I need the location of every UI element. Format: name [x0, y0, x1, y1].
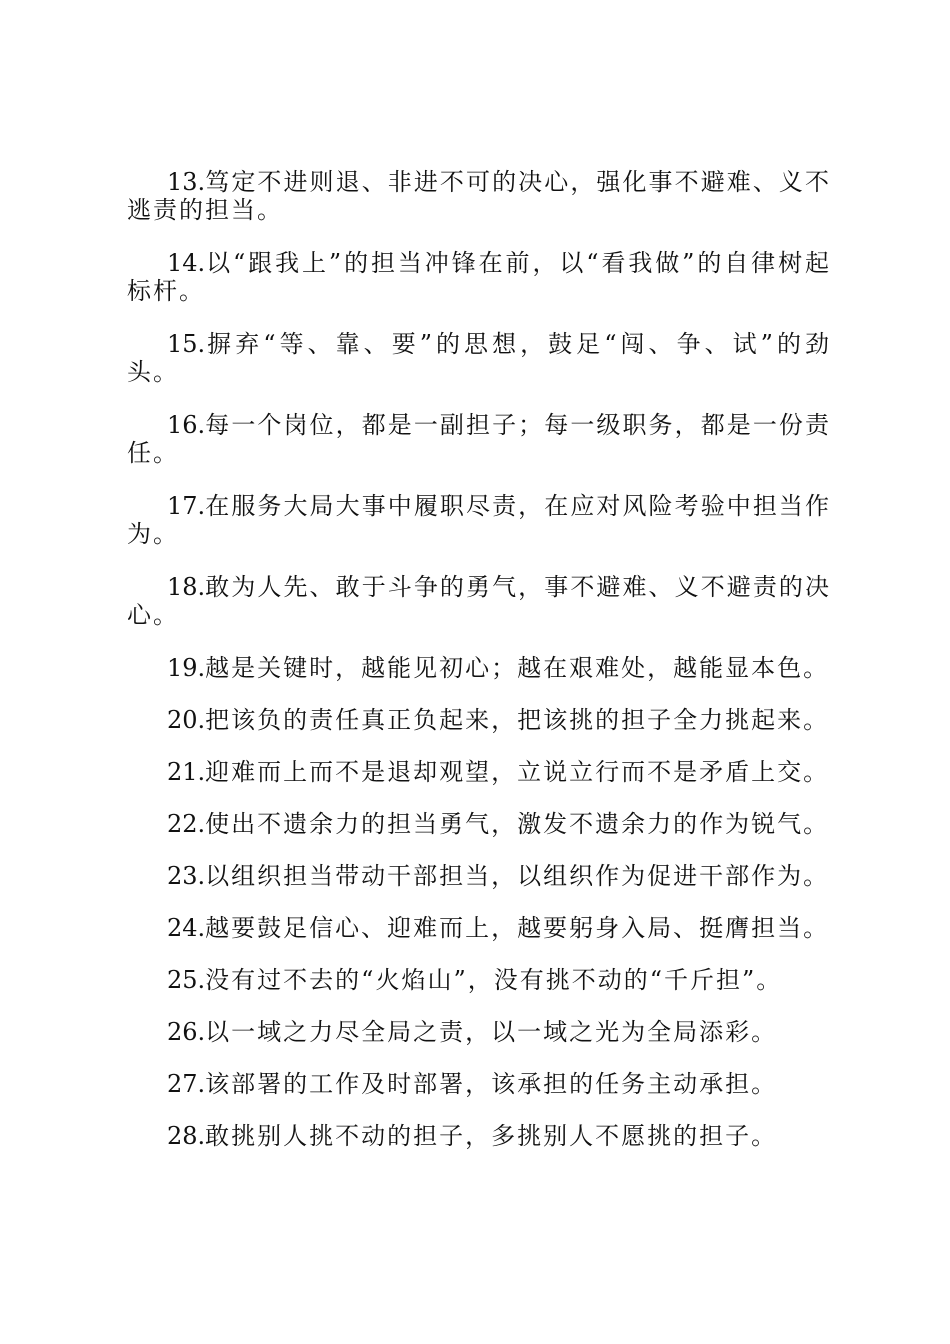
item-number: 19.	[167, 654, 206, 682]
item-text: 使出不遗余力的担当勇气，激发不遗余力的作为锐气。	[205, 810, 830, 838]
item-text: 笃定不进则退、非进不可的决心，强化事不避难、义不逃责的担当。	[127, 168, 831, 224]
item-text: 越是关键时，越能见初心；越在艰难处，越能显本色。	[205, 654, 830, 682]
list-item	[127, 411, 831, 467]
item-number: 21.	[167, 758, 206, 786]
item-text: 敢挑别人挑不动的担子，多挑别人不愿挑的担子。	[205, 1122, 778, 1150]
list-item	[127, 330, 831, 386]
list-item	[127, 862, 831, 914]
item-text: 每一个岗位，都是一副担子；每一级职务，都是一份责任。	[127, 411, 831, 467]
item-text: 摒弃“等、靠、要”的思想，鼓足“闯、争、试”的劲头。	[127, 330, 831, 386]
document-body	[127, 168, 831, 1174]
list-item	[127, 654, 831, 706]
list-item	[127, 1122, 831, 1174]
item-text: 在服务大局大事中履职尽责，在应对风险考验中担当作为。	[127, 492, 831, 548]
item-number: 27.	[167, 1070, 206, 1098]
list-item	[127, 573, 831, 629]
item-number: 13.	[167, 168, 206, 196]
item-text: 以“跟我上”的担当冲锋在前，以“看我做”的自律树起标杆。	[127, 249, 831, 305]
item-number: 15.	[167, 330, 206, 358]
item-text: 把该负的责任真正负起来，把该挑的担子全力挑起来。	[205, 706, 830, 734]
item-number: 18.	[167, 573, 206, 601]
item-number: 25.	[167, 966, 206, 994]
item-number: 22.	[167, 810, 206, 838]
list-item	[127, 810, 831, 862]
list-item	[127, 168, 831, 224]
list-item	[127, 249, 831, 305]
item-text: 迎难而上而不是退却观望，立说立行而不是矛盾上交。	[205, 758, 830, 786]
list-item	[127, 492, 831, 548]
item-text: 以组织担当带动干部担当，以组织作为促进干部作为。	[205, 862, 830, 890]
item-number: 14.	[167, 249, 206, 277]
list-item	[127, 1018, 831, 1070]
list-item	[127, 966, 831, 1018]
list-item	[127, 1070, 831, 1122]
item-text: 越要鼓足信心、迎难而上，越要躬身入局、挺膺担当。	[205, 914, 830, 942]
item-text: 没有过不去的“火焰山”，没有挑不动的“千斤担”。	[205, 966, 783, 994]
item-text: 以一域之力尽全局之责，以一域之光为全局添彩。	[205, 1018, 778, 1046]
item-number: 28.	[167, 1122, 206, 1150]
item-number: 16.	[167, 411, 206, 439]
list-item	[127, 914, 831, 966]
list-item	[127, 706, 831, 758]
item-number: 17.	[167, 492, 206, 520]
list-item	[127, 758, 831, 810]
item-number: 20.	[167, 706, 206, 734]
item-text: 该部署的工作及时部署，该承担的任务主动承担。	[205, 1070, 778, 1098]
item-text: 敢为人先、敢于斗争的勇气，事不避难、义不避责的决心。	[127, 573, 831, 629]
item-number: 26.	[167, 1018, 206, 1046]
item-number: 23.	[167, 862, 206, 890]
item-number: 24.	[167, 914, 206, 942]
